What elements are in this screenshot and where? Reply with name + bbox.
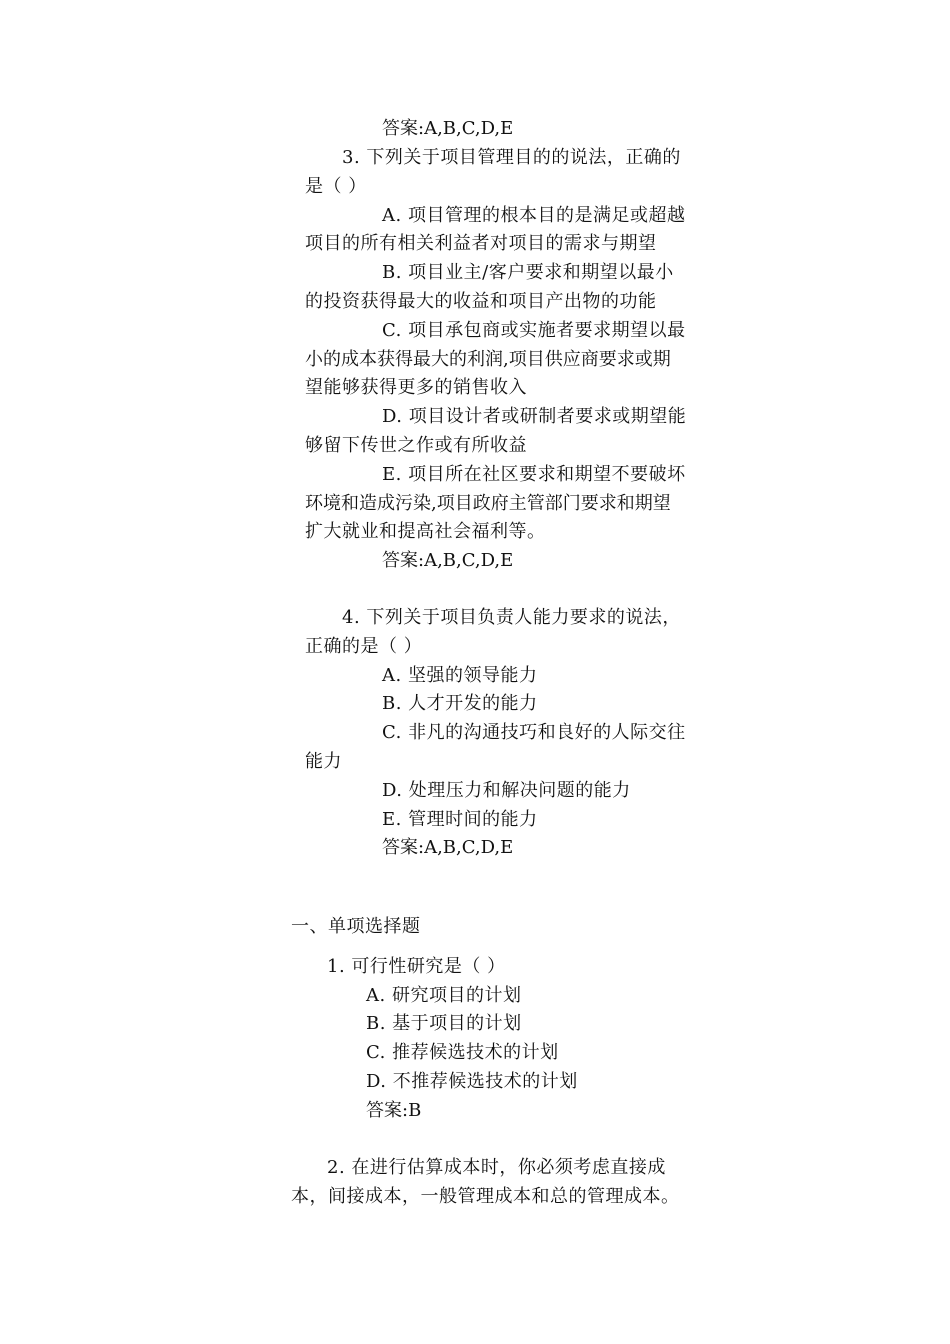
q3-option-c-line-2: 小的成本获得最大的利润,项目供应商要求或期 <box>305 349 671 370</box>
q4-option-c-line-2: 能力 <box>305 751 342 772</box>
q3-option-a-line-2: 项目的所有相关利益者对项目的需求与期望 <box>305 233 657 254</box>
sc-q1-option-a: A. 研究项目的计划 <box>366 985 522 1006</box>
q4-option-d: D. 处理压力和解决问题的能力 <box>382 780 631 801</box>
q3-option-a-line-1: A. 项目管理的根本目的是满足或超越 <box>382 205 686 226</box>
sc-q1-option-c: C. 推荐候选技术的计划 <box>366 1042 559 1063</box>
sc-q1-option-b: B. 基于项目的计划 <box>366 1013 522 1034</box>
q4-option-b: B. 人才开发的能力 <box>382 693 538 714</box>
sc-question-2-line-1: 2. 在进行估算成本时，你必须考虑直接成 <box>327 1157 666 1178</box>
q4-option-c-line-1: C. 非凡的沟通技巧和良好的人际交往 <box>382 722 686 743</box>
q3-option-e-line-1: E. 项目所在社区要求和期望不要破坏 <box>382 464 686 485</box>
question-4-line-2: 正确的是（ ） <box>305 636 423 657</box>
question-3-line-1: 3. 下列关于项目管理目的的说法，正确的 <box>342 147 681 168</box>
sc-question-2-line-2: 本，间接成本，一般管理成本和总的管理成本。 <box>291 1186 680 1207</box>
answer-q3-prev: 答案:A,B,C,D,E <box>382 118 514 139</box>
sc-question-1: 1. 可行性研究是（ ） <box>327 956 506 977</box>
q3-option-e-line-2: 环境和造成污染,项目政府主管部门要求和期望 <box>305 493 671 514</box>
q4-option-e: E. 管理时间的能力 <box>382 809 538 830</box>
q3-option-d-line-2: 够留下传世之作或有所收益 <box>305 435 527 456</box>
q3-option-b-line-1: B. 项目业主/客户要求和期望以最小 <box>382 262 674 283</box>
q3-option-e-line-3: 扩大就业和提高社会福利等。 <box>305 521 546 542</box>
section-heading: 一、单项选择题 <box>291 916 421 937</box>
q3-option-c-line-3: 望能够获得更多的销售收入 <box>305 377 527 398</box>
question-4-line-1: 4. 下列关于项目负责人能力要求的说法， <box>342 607 681 628</box>
answer-q4: 答案:A,B,C,D,E <box>382 837 514 858</box>
answer-q3: 答案:A,B,C,D,E <box>382 550 514 571</box>
sc-q1-option-d: D. 不推荐候选技术的计划 <box>366 1071 578 1092</box>
q3-option-d-line-1: D. 项目设计者或研制者要求或期望能 <box>382 406 687 427</box>
sc-answer-q1: 答案:B <box>366 1100 422 1121</box>
q3-option-b-line-2: 的投资获得最大的收益和项目产出物的功能 <box>305 291 657 312</box>
q4-option-a: A. 坚强的领导能力 <box>382 665 538 686</box>
q3-option-c-line-1: C. 项目承包商或实施者要求期望以最 <box>382 320 686 341</box>
question-3-line-2: 是（ ） <box>305 176 367 197</box>
